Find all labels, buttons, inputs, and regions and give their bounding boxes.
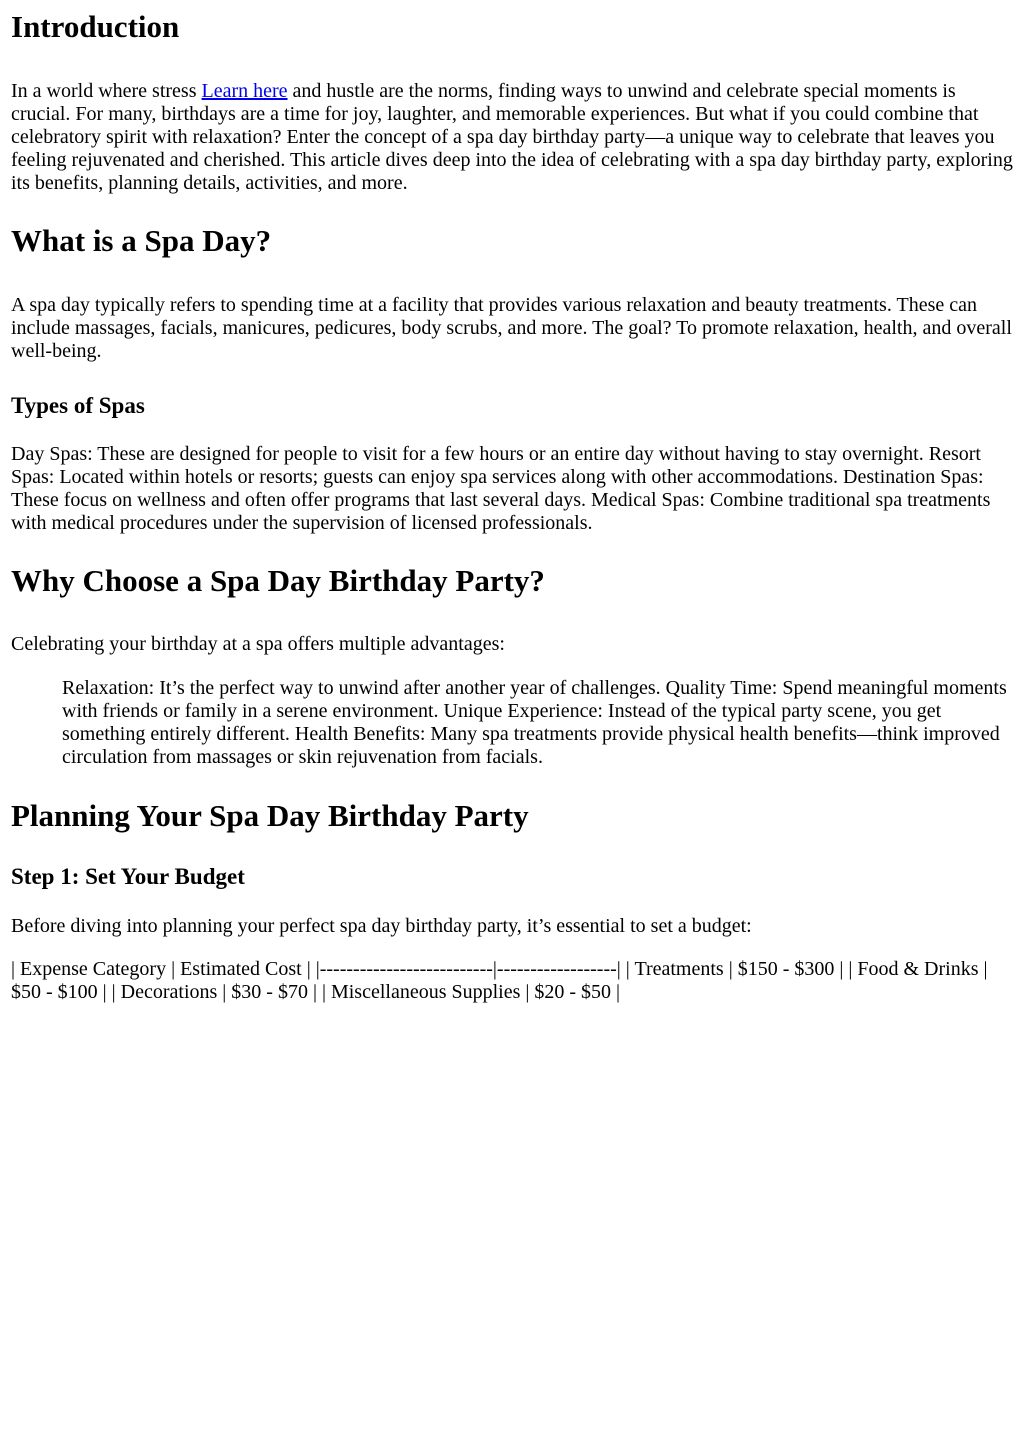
article (0, 9, 1024, 1004)
intro-paragraph (11, 80, 1013, 195)
heading-introduction: Introduction (11, 9, 180, 44)
heading-why-choose: Why Choose a Spa Day Birthday Party? (11, 563, 545, 598)
advantages-blockquote: Relaxation: It’s the perfect way to unwind after another year of challenges. Quality Time: Spend meaningful moments with friends or family in a serene environment. Unique Experience: Instead of the typical party scene, you get something entirely different. Health Benefits: Many spa treatments provide physical health benefits—think improved circulation from massages or skin rejuvenation from facials. (62, 677, 1007, 768)
heading-planning: Planning Your Spa Day Birthday Party (11, 798, 529, 833)
heading-what-is-spa-day: What is a Spa Day? (11, 223, 272, 258)
why-choose-paragraph: Celebrating your birthday at a spa offers multiple advantages: (11, 633, 505, 655)
budget-table-text: | Expense Category | Estimated Cost | |--------------------------|------------------| | Treatments | $150 - $300 | | Food & Drinks | $50 - $100 | | Decorations | $30 - $70 | | Miscellaneous Supplies | $20 - $50 | (11, 958, 988, 1003)
budget-intro-paragraph: Before diving into planning your perfect spa day birthday party, it’s essential to set a budget: (11, 915, 752, 937)
what-is-spa-day-paragraph: A spa day typically refers to spending time at a facility that provides various relaxation and beauty treatments. These can include massages, facials, manicures, pedicures, body scrubs, and more. The goal? To promote relaxation, health, and overall well-being. (11, 294, 1012, 362)
intro-text-start: In a world where stress (11, 80, 202, 102)
heading-step-1-budget: Step 1: Set Your Budget (11, 864, 245, 889)
heading-types-of-spas: Types of Spas (11, 393, 145, 418)
intro-text-end: and hustle are the norms, finding ways to unwind and celebrate special moments is crucial. For many, birthdays are a time for joy, laughter, and memorable experiences. But what if you could combine that celebratory spirit with relaxation? Enter the concept of a spa day birthday party—a unique way to celebrate that leaves you feeling rejuvenated and cherished. This article dives deep into the idea of celebrating with a spa day birthday party, exploring its benefits, planning details, activities, and more. (11, 80, 1013, 194)
learn-here-link[interactable]: Learn here (201, 80, 288, 102)
types-of-spas-paragraph: Day Spas: These are designed for people to visit for a few hours or an entire day without having to stay overnight. Resort Spas: Located within hotels or resorts; guests can enjoy spa services along with other accommodations. Destination Spas: These focus on wellness and often offer programs that last several days. Medical Spas: Combine traditional spa treatments with medical procedures under the supervision of licensed professionals. (11, 443, 991, 534)
